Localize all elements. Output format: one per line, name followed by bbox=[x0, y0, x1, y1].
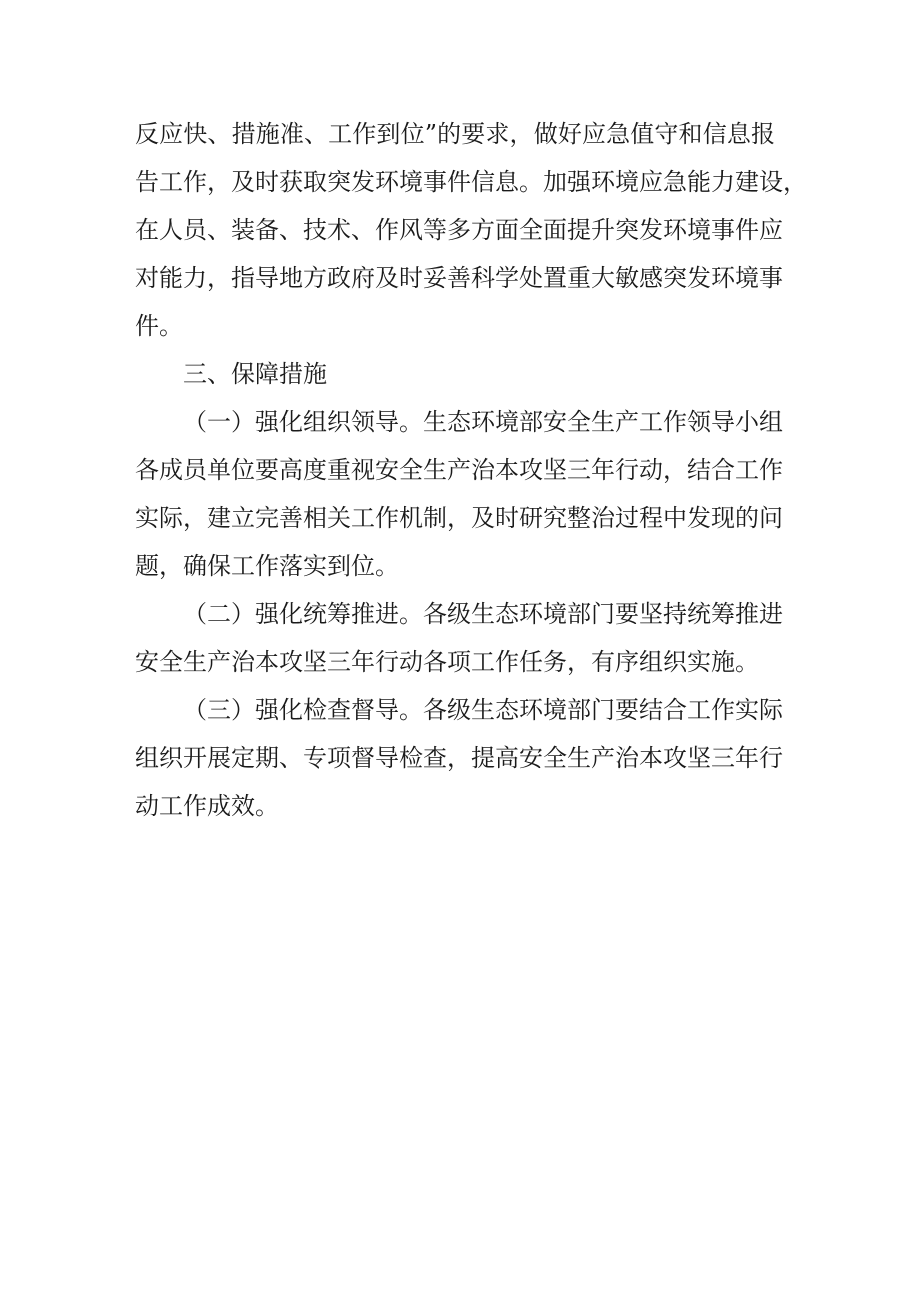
document-body bbox=[135, 110, 807, 830]
measure-paragraph-coordination bbox=[135, 590, 783, 686]
text-line: 题，确保工作落实到位。 bbox=[135, 552, 399, 580]
text-line: 实际，建立完善相关工作机制，及时研究整治过程中发现的问 bbox=[135, 504, 783, 532]
section-heading-text: 三、保障措施 bbox=[183, 360, 327, 388]
text-line: 反应快、措施准、工作到位”的要求，做好应急值守和信息报 bbox=[135, 120, 775, 148]
text-line: 件。 bbox=[135, 312, 183, 340]
measure-paragraph-inspection bbox=[135, 686, 783, 830]
text-line: （二）强化统筹推进。各级生态环境部门要坚持统筹推进 bbox=[183, 600, 783, 628]
text-line: 在人员、装备、技术、作风等多方面全面提升突发环境事件应 bbox=[135, 216, 783, 244]
text-line: （三）强化检查督导。各级生态环境部门要结合工作实际 bbox=[183, 696, 783, 724]
text-line: 动工作成效。 bbox=[135, 792, 279, 820]
text-line: 安全生产治本攻坚三年行动各项工作任务，有序组织实施。 bbox=[135, 648, 759, 676]
measure-paragraph-organization bbox=[135, 398, 783, 590]
text-line: 各成员单位要高度重视安全生产治本攻坚三年行动，结合工作 bbox=[135, 456, 783, 484]
text-line: 对能力，指导地方政府及时妥善科学处置重大敏感突发环境事 bbox=[135, 264, 783, 292]
continued-paragraph bbox=[135, 110, 807, 350]
text-line: 告工作，及时获取突发环境事件信息。加强环境应急能力建设， bbox=[135, 168, 807, 196]
section-heading bbox=[135, 350, 775, 398]
text-line: （一）强化组织领导。生态环境部安全生产工作领导小组 bbox=[183, 408, 783, 436]
text-line: 组织开展定期、专项督导检查，提高安全生产治本攻坚三年行 bbox=[135, 744, 783, 772]
